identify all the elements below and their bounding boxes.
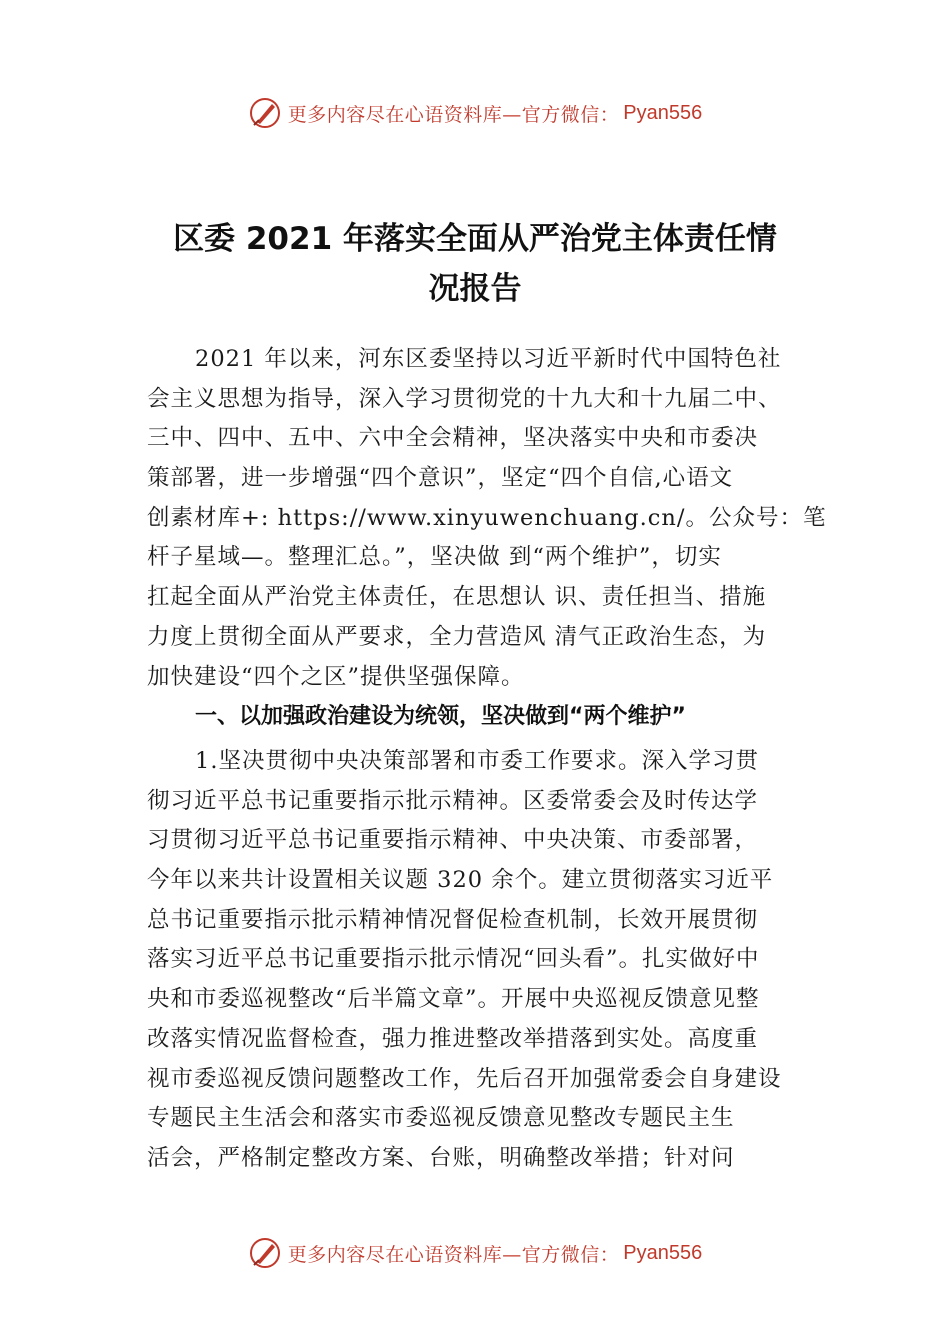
text-line: 杆子星域—。整理汇总。”，坚决做 到“两个维护”，切实 [147, 544, 722, 571]
text-line: 力度上贯彻全面从严要求，全力营造风 清气正政治生态，为 [147, 623, 767, 650]
top-banner [0, 93, 950, 133]
document-title [100, 214, 850, 314]
text-line: 总书记重要指示批示精神情况督促检查机制，长效开展贯彻 [147, 906, 759, 933]
text-line: 三中、四中、五中、六中全会精神，坚决落实中央和市委决 [147, 425, 759, 452]
text-line: 彻习近平总书记重要指示批示精神。区委常委会及时传达学 [147, 787, 759, 814]
bottom-banner [0, 1233, 950, 1273]
text-line: 扛起全面从严治党主体责任，在思想认 识、责任担当、措施 [147, 584, 767, 611]
intro-paragraph [147, 340, 827, 697]
text-line: 专题民主生活会和落实市委巡视反馈意见整改专题民主生 [147, 1105, 735, 1132]
banner-text: 更多内容尽在心语资料库—官方微信： [287, 1243, 620, 1266]
text-line: 加快建设“四个之区”提供坚强保障。 [147, 663, 525, 690]
text-line: 1.坚决贯彻中央决策部署和市委工作要求。深入学习贯 [195, 748, 759, 774]
text-line: 改落实情况监督检查，强力推进整改举措落到实处。高度重 [147, 1025, 759, 1052]
text-line: 视市委巡视反馈问题整改工作，先后召开加强常委会自身建设 [147, 1065, 782, 1092]
banner-text: 更多内容尽在心语资料库—官方微信： [287, 103, 620, 126]
text-line: 习贯彻习近平总书记重要指示精神、中央决策、市委部署， [147, 827, 759, 854]
quill-logo-icon [248, 96, 282, 130]
banner-wechat-id: Pyan556 [623, 1241, 703, 1264]
text-line: 2021 年以来，河东区委坚持以习近平新时代中国特色社 [195, 346, 782, 372]
title-line: 况报告 [428, 271, 522, 307]
text-line: 会主义思想为指导，深入学习贯彻党的十九大和十九届二中、 [147, 385, 782, 412]
banner-wechat-id: Pyan556 [623, 101, 703, 124]
quill-logo-icon [248, 1236, 282, 1270]
text-line: 今年以来共计设置相关议题 320 余个。建立贯彻落实习近平 [147, 867, 774, 894]
text-line: 策部署，进一步增强“四个意识”，坚定“四个自信,心语文 [147, 465, 734, 492]
text-line: 央和市委巡视整改“后半篇文章”。开展中央巡视反馈意见整 [147, 986, 760, 1013]
text-line: 创素材库+: https://www.xinyuwenchuang.cn/。公众号：笔 [147, 504, 827, 531]
text-line: 活会，严格制定整改方案、台账，明确整改举措；针对问 [147, 1144, 735, 1171]
text-line: 落实习近平总书记重要指示批示情况“回头看”。扎实做好中 [147, 946, 760, 973]
section-heading: 一、以加强政治建设为统领，坚决做到“两个维护” [195, 704, 686, 729]
section-paragraph [147, 742, 823, 1179]
title-line: 区委 2021 年落实全面从严治党主体责任情 [173, 221, 777, 257]
